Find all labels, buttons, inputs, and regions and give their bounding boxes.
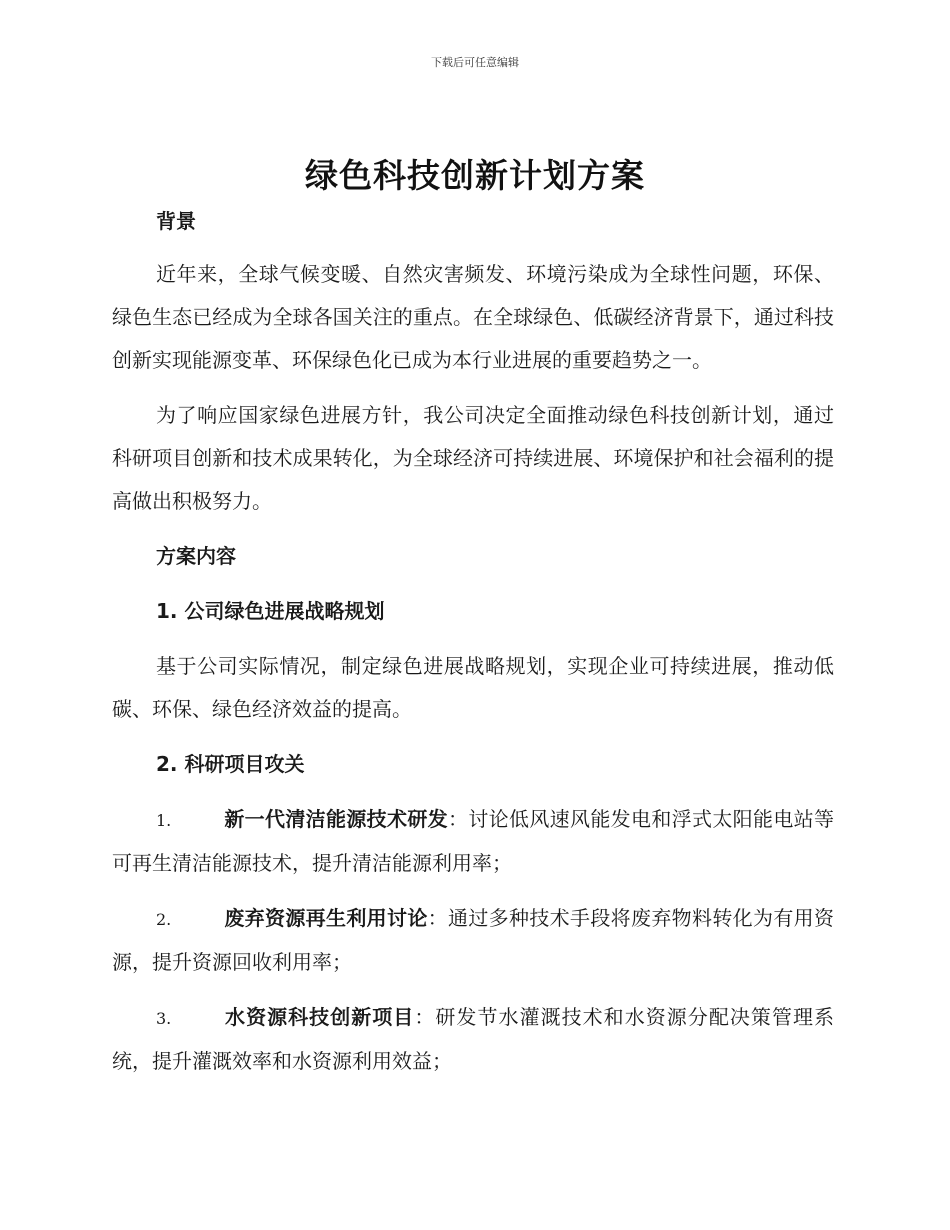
item-text: ：通过多种技术手段将废弃物料转化为有用资源，提升资源回收利用率； bbox=[112, 906, 835, 974]
item-text: ：研发节水灌溉技术和水资源分配决策管理系统，提升灌溉效率和水资源利用效益； bbox=[112, 1005, 835, 1073]
strategy-heading: 1. 公司绿色进展战略规划 bbox=[156, 599, 385, 623]
item-number: 2. bbox=[156, 910, 172, 929]
document-body bbox=[112, 200, 834, 1083]
item-term: 水资源科技创新项目 bbox=[224, 1005, 415, 1029]
research-item bbox=[112, 798, 834, 885]
background-paragraph-2: 为了响应国家绿色进展方针，我公司决定全面推动绿色科技创新计划，通过科研项目创新和技术成果转化，为全球经济可持续进展、环境保护和社会福利的提高做出积极努力。 bbox=[112, 403, 834, 513]
item-term: 废弃资源再生利用讨论 bbox=[224, 906, 428, 930]
research-item bbox=[112, 996, 834, 1083]
strategy-paragraph: 基于公司实际情况，制定绿色进展战略规划，实现企业可持续进展，推动低碳、环保、绿色经济效益的提高。 bbox=[112, 654, 834, 721]
plan-heading: 方案内容 bbox=[156, 544, 236, 568]
background-paragraph-1: 近年来，全球气候变暖、自然灾害频发、环境污染成为全球性问题，环保、绿色生态已经成为全球各国关注的重点。在全球绿色、低碳经济背景下，通过科技创新实现能源变革、环保绿色化已成为本行业进展的重要趋势之一。 bbox=[112, 262, 834, 372]
research-heading: 2. 科研项目攻关 bbox=[156, 752, 305, 776]
document-title: 绿色科技创新计划方案 bbox=[305, 156, 645, 195]
item-term: 新一代清洁能源技术研发 bbox=[224, 807, 448, 831]
item-text: ：讨论低风速风能发电和浮式太阳能电站等可再生清洁能源技术，提升清洁能源利用率； bbox=[112, 807, 834, 875]
research-item bbox=[112, 897, 834, 984]
item-number: 3. bbox=[156, 1009, 172, 1028]
item-number: 1. bbox=[156, 811, 172, 830]
header-note: 下载后可任意编辑 bbox=[431, 56, 519, 69]
background-heading: 背景 bbox=[156, 209, 196, 233]
